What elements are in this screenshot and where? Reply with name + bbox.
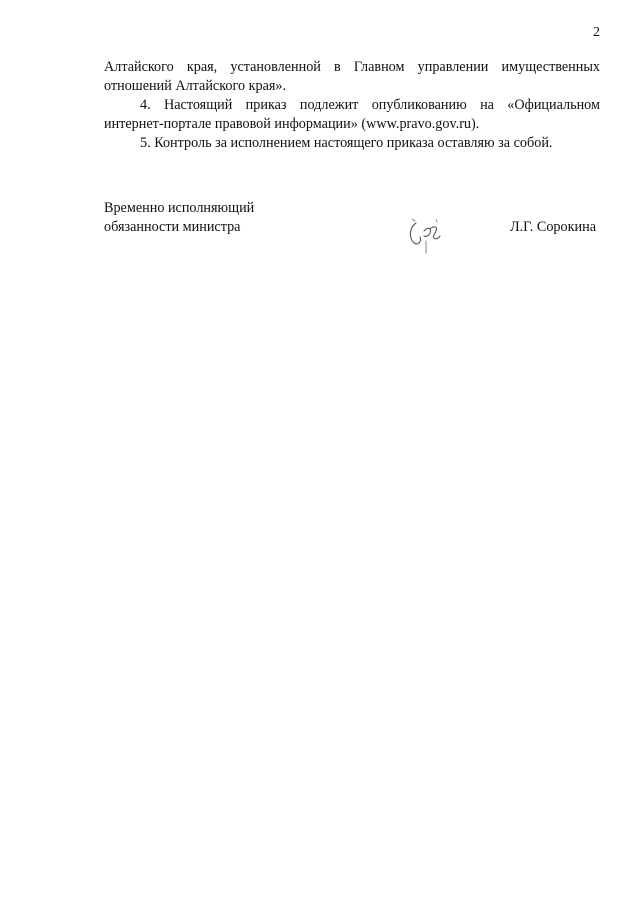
page-number: 2 bbox=[593, 25, 600, 40]
text-line: Алтайского края, установленной в Главном управлении имущественных bbox=[104, 59, 600, 75]
text-line: отношений Алтайского края». bbox=[104, 78, 287, 94]
paragraph-item-5 bbox=[104, 134, 600, 153]
signatory-name: Л.Г. Сорокина bbox=[510, 219, 596, 235]
document-body bbox=[104, 58, 600, 153]
position-line: Временно исполняющий bbox=[104, 200, 255, 216]
handwritten-signature-icon bbox=[402, 209, 450, 257]
text-line: 5. Контроль за исполнением настоящего приказа оставляю за собой. bbox=[140, 135, 553, 151]
position-line: обязанности министра bbox=[104, 219, 241, 235]
signature-block bbox=[104, 199, 600, 259]
paragraph-continuation bbox=[104, 58, 600, 96]
signatory-position bbox=[104, 199, 254, 237]
text-line: 4. Настоящий приказ подлежит опубликованию на «Официальном bbox=[140, 97, 600, 113]
text-line: интернет-портале правовой информации» (www.pravo.gov.ru). bbox=[104, 116, 480, 132]
paragraph-item-4 bbox=[104, 96, 600, 134]
